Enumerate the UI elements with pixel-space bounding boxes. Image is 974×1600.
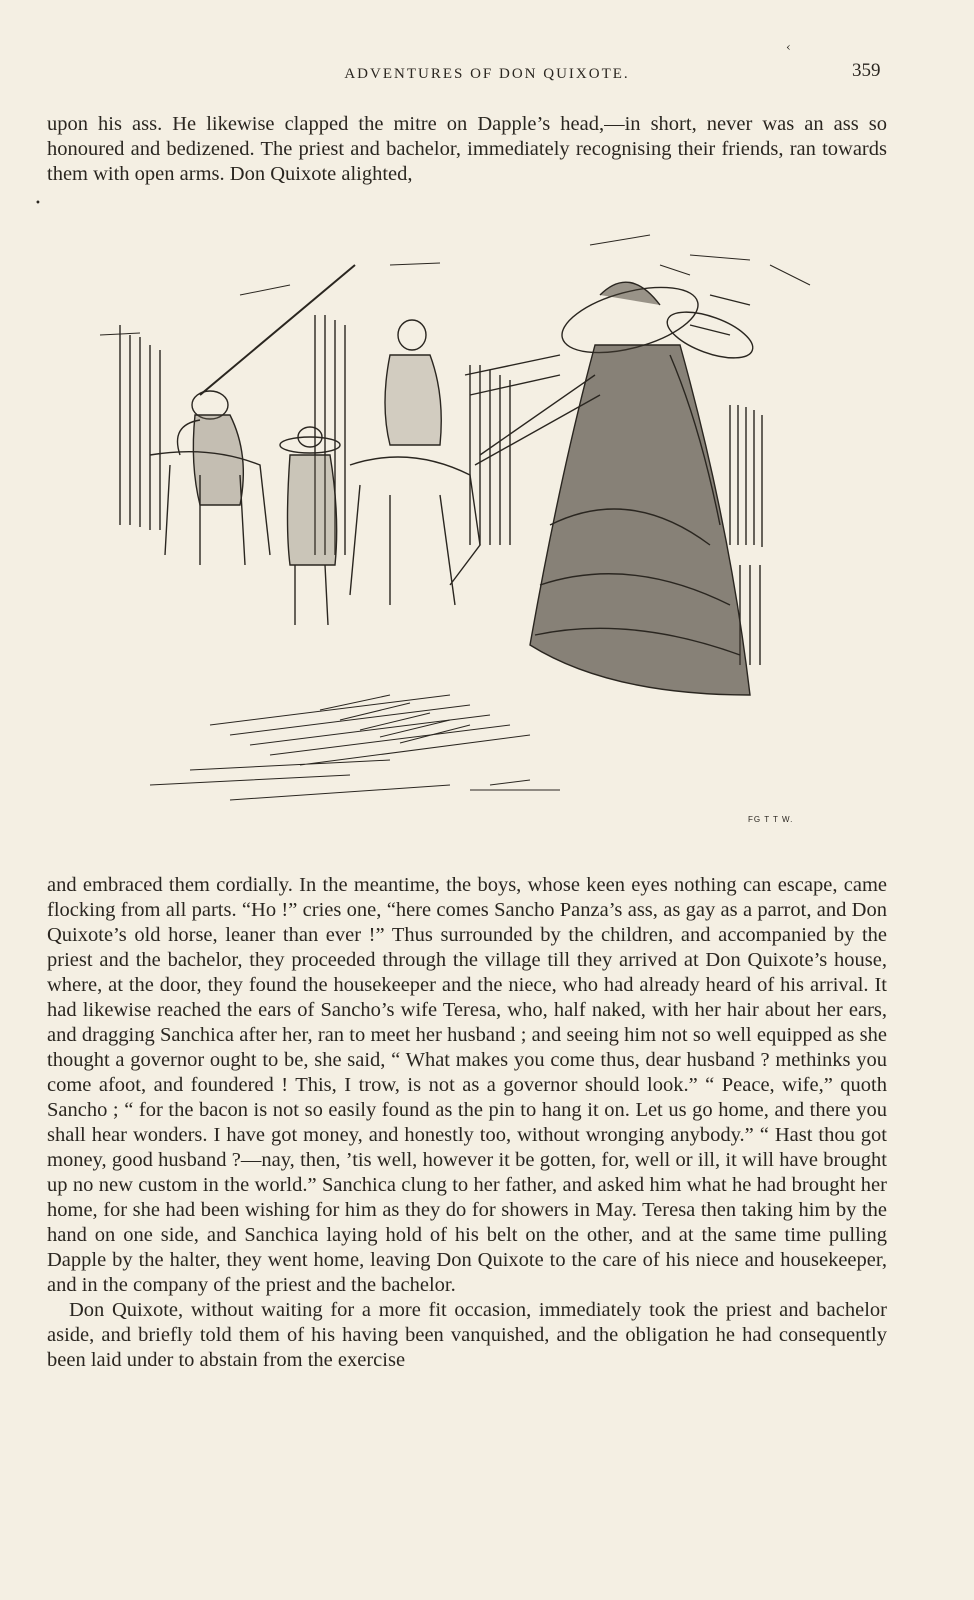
paragraph: and embraced them cordially. In the meantime, the boys, whose keen eyes nothing can escape, came flocking from all parts. “Ho !” cries one, “here comes Sancho Panza’s ass, as gay as a parrot, and Don Quixote’s old horse, leaner than ever !” Thus surrounded by the children, and accompanied by the priest and the bachelor, they proceeded through the village till they arrived at Don Quixote’s house, where, at the door, they found the housekeeper and the niece, who had already heard of his arrival. It had likewise reached the ears of Sancho’s wife Teresa, who, half naked, with her hair about her ears, and dragging Sanchica after her, ran to meet her husband ; and seeing him not so well equipped as she thought a governor ought to be, she said, “ What makes you come thus, dear husband ? methinks you come afoot, and foundered ! This, I trow, is not as a governor should look.” “ Peace, wife,” quoth Sancho ; “ for the bacon is not so easily found as the pin to hang it on. Let us go home, and there you shall hear wonders. I have got money, and honestly too, without wronging anybody.” “ Hast thou got money, good husband ?—nay, then, ’tis well, however it be gotten, for, well or ill, it will have brought up no new custom in the world.” Sanchica clung to her father, and asked him what he had brought her home, for she had been wishing for him as they do for showers in May. Teresa then taking him by the hand on one side, and Sanchica laying hold of his belt on the other, and at the same time pulling Dapple by the halter, they went home, leaving Don Quixote to the care of his niece and housekeeper, and in the company of the priest and the bachelor. (47, 874, 887, 1296)
engraver-signature: FG T T W. (748, 815, 794, 824)
text-block-bottom (47, 873, 887, 1373)
sancho-figure (280, 427, 340, 625)
paragraph: upon his ass. He likewise clapped the mitre on Dapple’s head,—in short, never was an ass so honoured and bedizened. The priest and bachelor, immediately recognising their friends, ran towards them with open arms. Don Quixote alighted, (47, 113, 887, 185)
rider-center (350, 320, 480, 605)
don-quixote-on-horse (150, 391, 270, 565)
paragraph: Don Quixote, without waiting for a more fit occasion, immediately took the priest and bachelor aside, and briefly told them of his having been vanquished, and the obligation he had consequently been laid under to abstain from the exercise (47, 1299, 887, 1371)
sky-strokes (100, 235, 810, 335)
margin-mark: ‹ (786, 40, 791, 54)
margin-dot: • (35, 198, 41, 209)
priest-figure (475, 275, 750, 695)
page-number: 359 (852, 60, 881, 81)
ground-hatching (150, 695, 560, 800)
running-title: ADVENTURES OF DON QUIXOTE. (344, 66, 630, 82)
text-block-top (47, 112, 887, 187)
engraving-illustration (90, 225, 850, 815)
lance (200, 265, 355, 395)
